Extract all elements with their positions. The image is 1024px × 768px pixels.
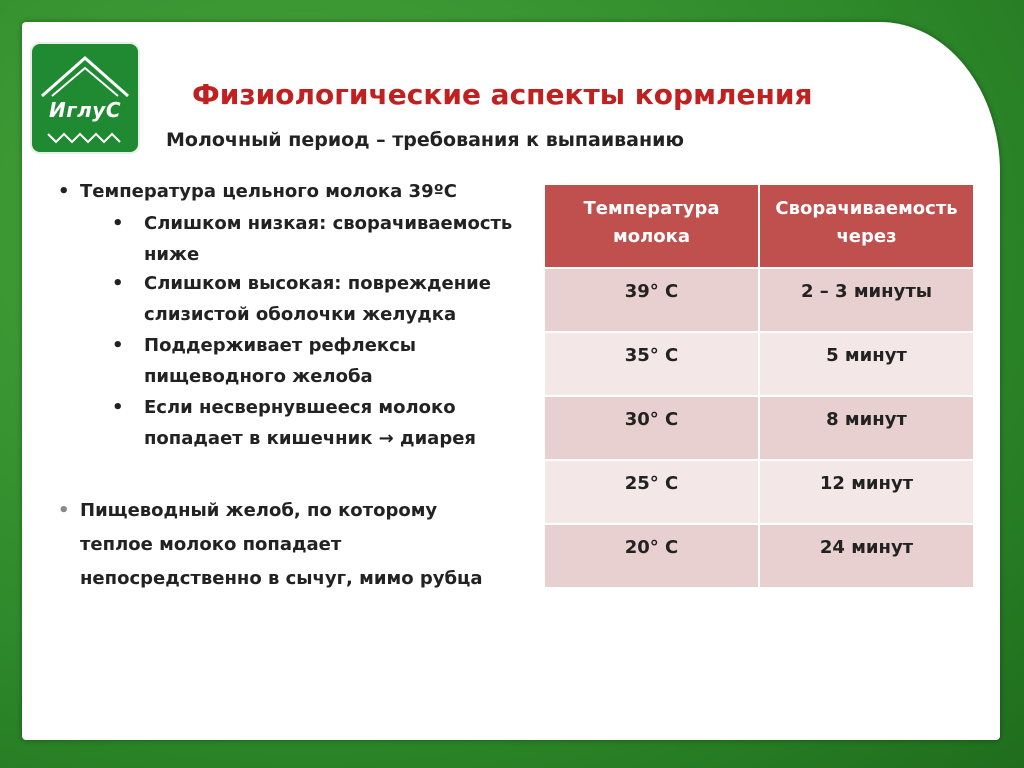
bullet-dot: • [112, 397, 124, 418]
table-row [544, 268, 974, 332]
bullet-dot: • [112, 335, 124, 356]
sub-bullet-text: Поддерживает рефлексы пищеводного желоба [144, 335, 417, 387]
bullet-dot: • [112, 273, 124, 294]
page-subtitle: Молочный период – требования к выпаиванию [166, 129, 684, 151]
bullet-dot: • [112, 213, 124, 234]
table-cell-time: 5 минут [759, 332, 974, 396]
table-cell-temp: 20° С [544, 524, 759, 588]
table-cell-temp: 30° С [544, 396, 759, 460]
table-cell-time: 2 – 3 минуты [759, 268, 974, 332]
table-row [544, 460, 974, 524]
bullet-dot: • [58, 500, 70, 521]
table-cell-temp: 35° С [544, 332, 759, 396]
sub-bullet-text: Слишком высокая: повреждение слизистой оболочки желудка [144, 273, 491, 325]
sub-bullet-text: Если несвернувшееся молоко попадает в кишечник → диарея [144, 397, 476, 449]
table-cell-time: 24 минут [759, 524, 974, 588]
table-header-temperature: Температура молока [544, 184, 759, 268]
sub-bullet-text: Слишком низкая: сворачиваемость ниже [144, 213, 513, 265]
bullet-main-2-text: Пищеводный желоб, по которому теплое молоко попадает непосредственно в сычуг, мимо рубца [80, 500, 483, 589]
table-header-curdling: Сворачиваемость через [759, 184, 974, 268]
table-cell-time: 12 минут [759, 460, 974, 524]
table-row [544, 332, 974, 396]
table-cell-temp: 25° С [544, 460, 759, 524]
page-title: Физиологические аспекты кормления [192, 78, 813, 111]
curdling-table [543, 183, 975, 589]
table-header-row [544, 184, 974, 268]
bullet-main-1-text: Температура цельного молока 39ºС [80, 181, 457, 202]
logo-text: ИглуС [48, 98, 122, 122]
table-cell-temp: 39° С [544, 268, 759, 332]
bullet-dot: • [58, 181, 70, 202]
table-row [544, 396, 974, 460]
logo [32, 44, 138, 152]
table-cell-time: 8 минут [759, 396, 974, 460]
table-row [544, 524, 974, 588]
